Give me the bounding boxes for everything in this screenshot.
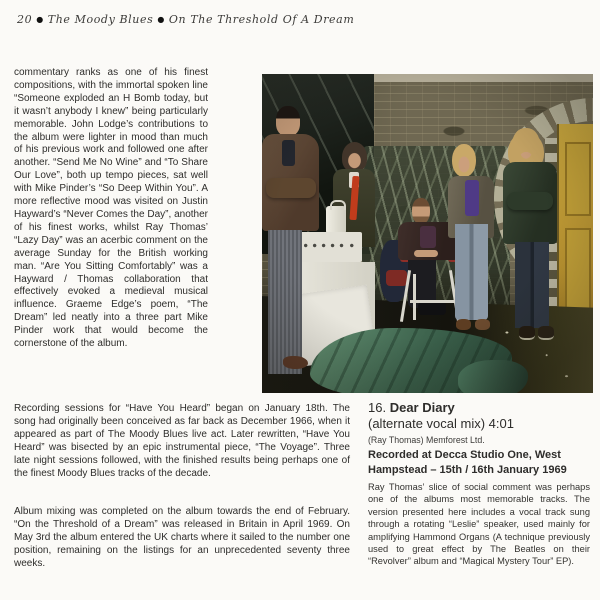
track-title-line [368, 400, 590, 416]
band-photo [262, 74, 593, 393]
bullet-separator: ● [36, 15, 44, 24]
track-title: Dear Diary [389, 400, 455, 415]
article-paragraph-2: Recording sessions for “Have You Heard” began on January 18th. The song had originally been conceived as far back as December 1966, when it appeared as part of The Moody Blues live act. Later rewritten, “Have You Heard” was bisected by an epic instrumental piece, “The Voyage”. Three late night sessions followed, with the finished results being perhaps one of the finest Moody Blues tracks of the decade. [14, 403, 350, 479]
track-recording-info: Recorded at Decca Studio One, West Hampstead – 15th / 16th January 1969 [368, 449, 567, 476]
track-credit: (Ray Thomas) Memforest Ltd. [368, 435, 485, 445]
track-number: 16. [368, 400, 387, 415]
page-number: 20 [17, 13, 33, 26]
band-name: The Moody Blues [47, 13, 154, 26]
page-header [17, 13, 577, 26]
bullet-separator: ● [157, 15, 165, 24]
article-paragraph-1: commentary ranks as one of his finest compositions, with the immortal spoken line “Someone exploded an H Bomb today, but it wasn’t anybody I knew” being particularly memorable. John Lodge’s contributions to the album were lighter in mood than much of his previous work and followed one after another. “Send Me No Wine” and “To Share Our Love”, both up tempo pieces, sat well with Mike Pinder’s “So Deep Within You”. A more reflective mood was visited on Justin Hayward’s “Never Comes the Day”, another of his finest works, whilst Ray Thomas’ “Lazy Day” was an acerbic comment on the average Sunday for the British working man. “Are You Sitting Comfortably” was a Hayward / Thomas collaboration that effectively evoked a medieval musical influence. Graeme Edge’s poem, “The Dream” led neatly into a three part Mike Pinder work that would become the cornerstone of the album. [14, 67, 208, 350]
photo-vignette [262, 74, 593, 393]
article-paragraph-3: Album mixing was completed on the album towards the end of February. “On the Threshold of a Dream” was released in Britain in April 1969. On May 3rd the album entered the UK charts where it sailed to the number one position, remaining on the listings for an unprecedented seventy three weeks. [14, 506, 350, 569]
track-subtitle: (alternate vocal mix) 4:01 [368, 416, 514, 431]
track-info [368, 400, 590, 568]
album-title: On The Threshold Of A Dream [168, 13, 355, 26]
track-description: Ray Thomas’ slice of social comment was perhaps one of the albums most memorable tracks. The version presented here includes a vocal track sung through a rotating “Leslie” speaker, used mainly for amplifying Hammond Organs (A technique previously used to great effect by The Beatles on their “Revolver” album and “Magical Mystery Tour” EP). [368, 482, 590, 567]
